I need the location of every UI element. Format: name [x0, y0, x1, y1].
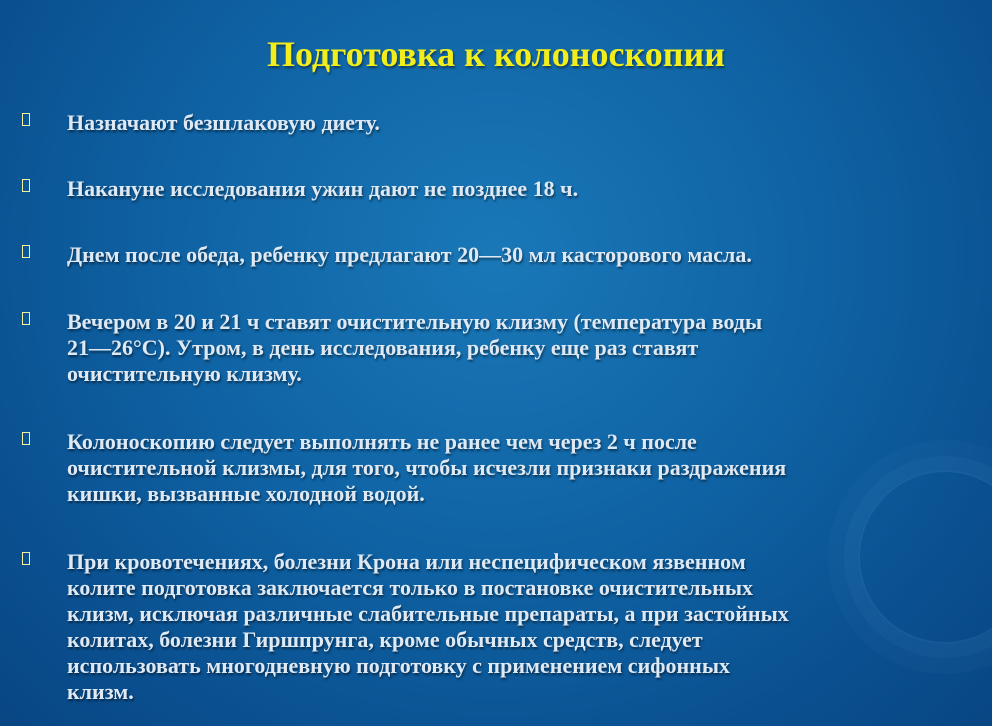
bullet-line: Колоноскопию следует выполнять не ранее чем через 2 ч после: [67, 429, 697, 454]
bullet-line: клизм, исключая различные слабительные препараты, а при застойных: [67, 601, 789, 626]
bullet-line: колитах, болезни Гиршпрунга, кроме обычных средств, следует: [67, 627, 703, 652]
hollow-square-bullet-icon: [22, 179, 30, 192]
bullet-line: очистительную клизму.: [67, 361, 302, 386]
bullet-line: колите подготовка заключается только в постановке очистительных: [67, 575, 753, 600]
hollow-square-bullet-icon: [22, 113, 30, 126]
bullet-text: [67, 309, 972, 387]
bullet-text: [67, 110, 972, 136]
bullet-text: [67, 549, 972, 705]
hollow-square-bullet-icon: [22, 432, 30, 445]
bullet-line: использовать многодневную подготовку с применением сифонных: [67, 653, 730, 678]
hollow-square-bullet-icon: [22, 552, 30, 565]
hollow-square-bullet-icon: [22, 312, 30, 325]
bullet-text: [67, 429, 972, 507]
bullet-text: [67, 176, 972, 202]
bullet-line: клизм.: [67, 679, 134, 704]
bullet-line: Днем после обеда, ребенку предлагают 20—30 мл касторового масла.: [67, 242, 752, 267]
bullet-line: 21—26°С). Утром, в день исследования, ребенку еще раз ставят: [67, 335, 699, 360]
bullet-line: Назначают безшлаковую диету.: [67, 110, 380, 135]
hollow-square-bullet-icon: [22, 245, 30, 258]
bullet-line: Накануне исследования ужин дают не позднее 18 ч.: [67, 176, 579, 201]
slide-title: Подготовка к колоноскопии: [266, 34, 726, 74]
bullet-text: [67, 242, 972, 268]
bullet-line: очистительной клизмы, для того, чтобы исчезли признаки раздражения: [67, 455, 787, 480]
bullet-line: кишки, вызванные холодной водой.: [67, 481, 425, 506]
bullet-line: Вечером в 20 и 21 ч ставят очистительную клизму (температура воды: [67, 309, 763, 334]
bullet-line: При кровотечениях, болезни Крона или неспецифическом язвенном: [67, 549, 746, 574]
